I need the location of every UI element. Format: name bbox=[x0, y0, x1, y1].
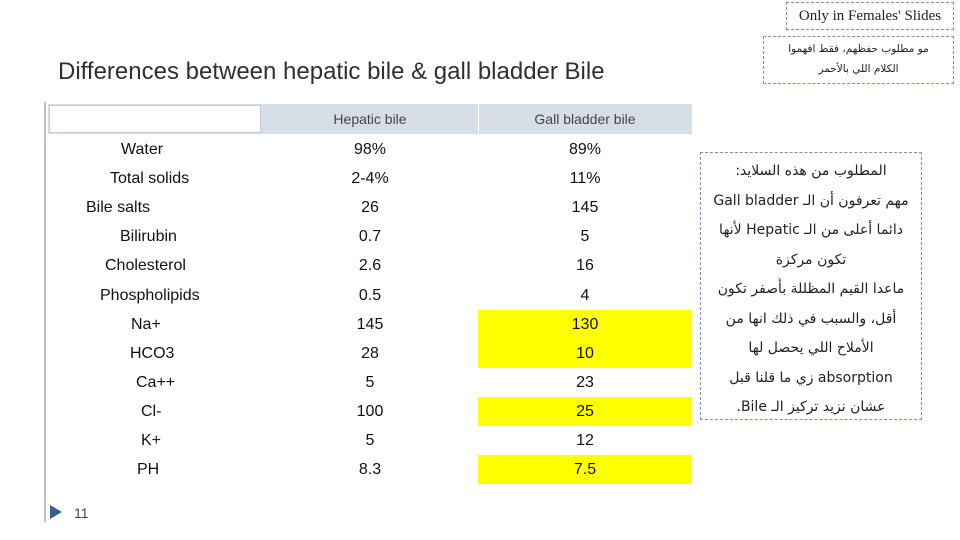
table-cell-hepatic: 2-4% bbox=[351, 170, 389, 187]
table-cell-hepatic: 5 bbox=[365, 432, 375, 449]
top-note-line-2: الكلام اللي بالأحمر bbox=[818, 63, 899, 75]
table-row-label: Cholesterol bbox=[105, 257, 186, 274]
table-row-label: Water bbox=[121, 141, 164, 158]
table-row-label: Cl- bbox=[141, 403, 162, 420]
note-line-7: الأملاح اللي يحصل لها bbox=[748, 340, 874, 356]
note-line-8: absorption زي ما قلنا قبل bbox=[729, 369, 893, 386]
slide-title: Differences between hepatic bile & gall bladder Bile bbox=[58, 58, 605, 85]
table-row-label: HCO3 bbox=[130, 345, 175, 362]
table-cell-hepatic: 5 bbox=[365, 374, 375, 391]
table-cell-hepatic: 100 bbox=[356, 403, 384, 420]
table-row-label: K+ bbox=[141, 432, 162, 449]
table-row-label: Total solids bbox=[110, 170, 190, 187]
females-slides-badge: Only in Females' Slides bbox=[786, 2, 954, 30]
table-row-label: Ca++ bbox=[136, 374, 176, 391]
table-cell-hepatic: 26 bbox=[361, 199, 379, 216]
note-line-2: مهم تعرفون أن الـ Gall bladder bbox=[713, 192, 909, 209]
note-line-6: أقل، والسبب في ذلك انها من bbox=[725, 310, 897, 327]
note-line-3: دائما أعلى من الـ Hepatic لأنها bbox=[719, 222, 903, 238]
header-gall-bladder-bile: Gall bladder bile bbox=[534, 111, 636, 127]
table-cell-gall: 89% bbox=[568, 141, 602, 158]
note-line-4: تكون مركزة bbox=[775, 251, 847, 268]
page-number: 11 bbox=[74, 505, 89, 521]
page-marker-triangle-icon bbox=[50, 505, 62, 519]
table-cell-gall: 16 bbox=[576, 257, 594, 274]
table-cell-hepatic: 28 bbox=[361, 345, 379, 362]
table-row-label: Bile salts bbox=[86, 199, 151, 216]
table-cell-gall: 4 bbox=[580, 287, 590, 304]
table-cell-gall: 23 bbox=[576, 374, 594, 391]
note-line-1: المطلوب من هذه السلايد: bbox=[735, 163, 887, 179]
note-line-9: عشان نزيد تركيز الـ Bile. bbox=[736, 399, 886, 415]
table-cell-hepatic: 145 bbox=[356, 316, 384, 333]
header-hepatic-bile: Hepatic bile bbox=[333, 111, 407, 127]
table-row-label: Bilirubin bbox=[120, 228, 177, 245]
table-cell-gall: 10 bbox=[576, 345, 594, 362]
table-cell-gall: 7.5 bbox=[573, 461, 597, 478]
table-cell-gall: 5 bbox=[580, 228, 590, 245]
top-note-line-1: مو مطلوب حفظهم، فقط افهموا bbox=[788, 43, 929, 55]
table-cell-hepatic: 8.3 bbox=[358, 461, 382, 478]
left-accent-bar bbox=[44, 102, 46, 522]
table-cell-hepatic: 98% bbox=[353, 141, 387, 158]
table-cell-gall: 25 bbox=[576, 403, 594, 420]
explanation-note-box bbox=[700, 152, 922, 420]
table-row-label: Na+ bbox=[131, 316, 161, 333]
table-cell-gall: 12 bbox=[576, 432, 594, 449]
table-cell-hepatic: 2.6 bbox=[358, 257, 382, 274]
table-cell-gall: 130 bbox=[571, 316, 599, 333]
table-header-blank-cell bbox=[49, 105, 261, 133]
table-cell-gall: 145 bbox=[571, 199, 599, 216]
top-note-box bbox=[763, 36, 954, 84]
table-row-label: Phospholipids bbox=[100, 287, 200, 304]
table-cell-hepatic: 0.5 bbox=[358, 287, 382, 304]
note-line-5: ماعدا القيم المظللة بأصفر تكون bbox=[717, 281, 905, 297]
table-cell-hepatic: 0.7 bbox=[358, 228, 382, 245]
table-row-label: PH bbox=[137, 461, 160, 478]
table-cell-gall: 11% bbox=[569, 170, 601, 187]
